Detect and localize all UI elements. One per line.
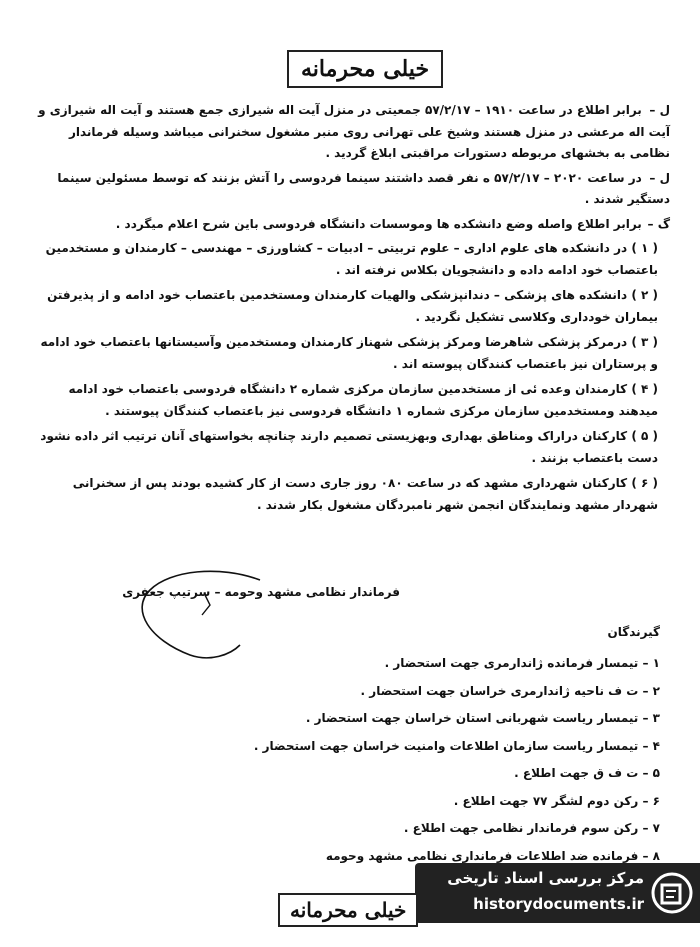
item-marker: ( ۱ ) bbox=[631, 241, 658, 255]
list-item bbox=[30, 238, 658, 281]
classification-stamp-top: خیلی محرمانه bbox=[287, 50, 443, 88]
item-marker: ( ۴ ) bbox=[631, 382, 658, 396]
list-item: ۳ – تیمسار ریاست شهربانی استان خراسان جهت استحضار . bbox=[305, 711, 660, 725]
list-item: ۷ – رکن سوم فرماندار نظامی جهت اطلاع . bbox=[403, 821, 660, 835]
paragraph-text: برابر اطلاع در ساعت ۱۹۱۰ – ۵۷/۲/۱۷ جمعیتی در منزل آیت اله شیرازی جمع هستند و آیت اله شیرازی و آیت اله مرعشی در منزل هستند وشیخ علی تهرانی روی منبر مشغول سخنرانی میباشد وسیله فرماندار نظامی به بخشهای مربوطه دستورات مراقبتی ابلاغ گردید . bbox=[38, 103, 670, 160]
paragraph bbox=[30, 214, 670, 236]
recipients-list bbox=[100, 650, 660, 870]
watermark-url: historydocuments.ir bbox=[473, 895, 644, 913]
item-text: کارکنان شهرداری مشهد که در ساعت ۰۸۰ روز جاری دست از کار کشیده بودند پس از سخنرانی شهردار مشهد ونمایندگان انجمن شهر نامبردگان مشغول بکار شدند . bbox=[72, 476, 658, 512]
classification-stamp-bottom: خیلی محرمانه bbox=[278, 893, 418, 927]
item-marker: ( ۲ ) bbox=[631, 288, 658, 302]
list-item: ۵ – ت ف ق جهت اطلاع . bbox=[514, 766, 660, 780]
item-marker: ( ۵ ) bbox=[631, 429, 658, 443]
watermark-banner bbox=[415, 863, 700, 923]
report-body bbox=[30, 100, 670, 520]
list-item bbox=[30, 332, 658, 375]
item-text: در دانشکده های علوم اداری – علوم تربیتی – ادبیات – کشاورزی – مهندسی – کارمندان و مستخدمین باعتصاب خود ادامه داده و دانشجویان بکلاس نرفته اند . bbox=[45, 241, 658, 277]
paragraph bbox=[30, 168, 670, 211]
paragraph-marker: ل – bbox=[649, 103, 670, 117]
signature-line: فرماندار نظامی مشهد وحومه – سرتیپ جعفری bbox=[122, 585, 400, 599]
list-item bbox=[30, 285, 658, 328]
paragraph-text: در ساعت ۲۰۲۰ – ۵۷/۲/۱۷ ه نفر قصد داشتند سینما فردوسی را آتش بزنند که توسط مسئولین سینما دستگیر شدند . bbox=[57, 170, 670, 206]
item-text: دانشکده های پزشکی – دندانپزشکی والهیات کارمندان ومستخدمین باعتصاب خود ادامه و از پذیرفتن بیماران خودداری وکلاسی تشکیل نگردید . bbox=[47, 288, 658, 324]
list-item: ۶ – رکن دوم لشگر ۷۷ جهت اطلاع . bbox=[453, 793, 660, 808]
item-text: کارمندان وعده ئی از مستخدمین سازمان مرکزی شماره ۲ دانشگاه فردوسی باعتصاب خود ادامه میدهند ومستخدمین سازمان مرکزی شماره ۱ دانشگاه فردوسی نیز باعتصاب کنندگان پیوستند . bbox=[68, 382, 658, 418]
list-item: ۱ – تیمسار فرمانده ژاندارمری جهت استحضار . bbox=[384, 656, 660, 670]
item-text: کارکنان دراراک ومناطق بهداری وبهزیستی تصمیم دارند چنانچه بخواستهای آنان ترتیب اثر داده نشود دست باعتصاب بزنند . bbox=[40, 429, 658, 465]
item-marker: ( ۶ ) bbox=[631, 476, 658, 490]
watermark-org-name: مرکز بررسی اسناد تاریخی bbox=[447, 869, 644, 887]
list-item bbox=[30, 426, 658, 469]
paragraph-marker: گ – bbox=[647, 216, 670, 231]
item-marker: ( ۳ ) bbox=[631, 335, 658, 349]
recipients-title: گیرندگان bbox=[607, 625, 660, 639]
list-item: ۴ – تیمسار ریاست سازمان اطلاعات وامنیت خراسان جهت استحضار . bbox=[253, 738, 660, 753]
item-text: درمرکز پزشکی شاهرضا ومرکز پزشکی شهناز کارمندان ومستخدمین وآسیستانها باعتصاب خود ادامه و پرستاران نیز باعتصاب کنندگان پیوسته اند . bbox=[40, 335, 658, 371]
list-item: ۲ – ت ف ناحیه ژاندارمری خراسان جهت استحضار . bbox=[360, 683, 660, 698]
paragraph bbox=[30, 100, 670, 165]
list-item bbox=[30, 379, 658, 422]
archive-logo-icon bbox=[650, 871, 694, 915]
paragraph-marker: ل – bbox=[649, 170, 670, 185]
paragraph-text: برابر اطلاع واصله وضع دانشکده ها وموسسات دانشگاه فردوسی باین شرح اعلام میگردد . bbox=[115, 216, 642, 231]
list-item bbox=[30, 473, 658, 516]
list-item: ۸ – فرمانده ضد اطلاعات فرمانداری نظامی مشهد وحومه bbox=[325, 848, 660, 863]
